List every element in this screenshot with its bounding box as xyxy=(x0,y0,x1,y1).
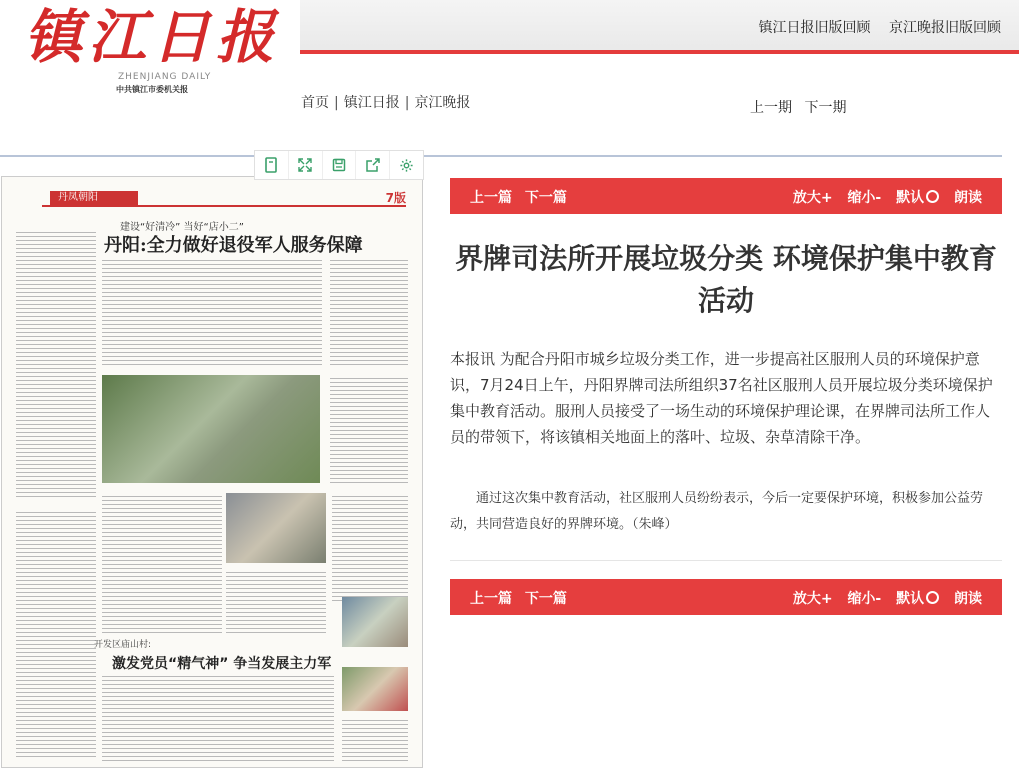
next-article-link[interactable]: 下一篇 xyxy=(524,190,567,206)
circle-icon xyxy=(926,591,939,604)
nav-zhenjiang-daily[interactable]: 镇江日报 xyxy=(343,95,400,111)
page-icon[interactable] xyxy=(255,151,289,179)
settings-icon[interactable] xyxy=(390,151,423,179)
next-issue-link[interactable]: 下一期 xyxy=(804,100,847,116)
divider xyxy=(450,560,1002,561)
article-paragraph: 通过这次集中教育活动，社区服刑人员纷纷表示，今后一定要保护环境，积极参加公益劳动，共同营造良好的界牌环境。（朱峰） xyxy=(450,491,984,532)
zoom-in-button[interactable]: 放大+ xyxy=(792,591,833,607)
zoom-out-button[interactable]: 缩小- xyxy=(847,190,882,206)
header-rule xyxy=(0,155,1002,157)
circle-icon xyxy=(926,190,939,203)
lead-kicker: 建设“好清冷” 当好“店小二” xyxy=(120,222,244,233)
article-control-bar xyxy=(450,178,1002,214)
text-block[interactable] xyxy=(342,717,408,763)
text-block[interactable] xyxy=(332,493,408,603)
nav-separator: | xyxy=(404,95,410,111)
news-photo[interactable] xyxy=(342,597,408,647)
default-size-label: 默认 xyxy=(896,591,925,607)
second-kicker: 开发区庙山村: xyxy=(94,640,152,650)
logo-text: 镇江日报 xyxy=(24,3,281,71)
text-block[interactable] xyxy=(16,509,96,759)
save-icon[interactable] xyxy=(323,151,357,179)
prev-issue-link[interactable]: 上一期 xyxy=(750,100,792,116)
main-nav xyxy=(301,92,470,112)
news-photo[interactable] xyxy=(226,493,326,563)
default-size-button[interactable] xyxy=(896,190,939,206)
page-number: 7版 xyxy=(385,191,406,205)
zoom-out-button[interactable]: 缩小- xyxy=(847,591,882,607)
logo-english: ZHENJIANG DAILY xyxy=(118,72,212,82)
period-nav xyxy=(750,97,854,117)
prev-article-link[interactable]: 上一篇 xyxy=(470,591,512,607)
text-block[interactable] xyxy=(102,673,334,763)
nav-home[interactable]: 首页 xyxy=(301,95,329,111)
zoom-in-button[interactable]: 放大+ xyxy=(792,190,833,206)
lead-title[interactable]: 丹阳:全力做好退役军人服务保障 xyxy=(104,235,363,256)
news-photo[interactable] xyxy=(342,667,408,711)
read-aloud-button[interactable]: 朗读 xyxy=(954,591,982,607)
logo[interactable] xyxy=(0,0,300,100)
default-size-label: 默认 xyxy=(896,190,925,206)
text-block[interactable] xyxy=(330,375,408,483)
article-paragraph: 本报讯 为配合丹阳市城乡垃圾分类工作，进一步提高社区服刑人员的环境保护意识，7月24日上午，丹阳界牌司法所组织37名社区服刑人员开展垃圾分类环境保护集中教育活动。服刑人员接受了一场生动的环境保护理论课，在界牌司法所工作人员的带领下，将该镇相关地面上的落叶、垃圾、杂草清除干净。 xyxy=(450,350,993,446)
old-daily-link[interactable]: 镇江日报旧版回顾 xyxy=(758,20,871,36)
page-header xyxy=(42,191,406,207)
next-article-link[interactable]: 下一篇 xyxy=(524,591,567,607)
news-photo[interactable] xyxy=(102,375,320,483)
nav-jingjiang-evening[interactable]: 京江晚报 xyxy=(414,95,471,111)
newspaper-page[interactable] xyxy=(1,176,423,768)
share-icon[interactable] xyxy=(356,151,390,179)
text-block[interactable] xyxy=(16,229,96,499)
top-links xyxy=(745,17,1001,37)
text-block[interactable] xyxy=(102,257,322,367)
text-block[interactable] xyxy=(330,257,408,367)
article-title: 界牌司法所开展垃圾分类 环境保护集中教育活动 xyxy=(455,242,997,317)
article-control-bar-bottom xyxy=(450,579,1002,615)
nav-separator: | xyxy=(334,95,339,111)
prev-article-link[interactable]: 上一篇 xyxy=(470,190,512,206)
old-evening-link[interactable]: 京江晚报旧版回顾 xyxy=(889,20,1001,36)
read-aloud-button[interactable]: 朗读 xyxy=(954,190,982,206)
text-block[interactable] xyxy=(102,493,222,633)
page-toolbar xyxy=(254,150,424,180)
logo-subtitle: 中共镇江市委机关报 xyxy=(116,85,188,94)
second-title[interactable]: 激发党员“精气神” 争当发展主力军 xyxy=(112,656,332,672)
section-tag: 丹凤朝阳 xyxy=(50,191,138,205)
default-size-button[interactable] xyxy=(896,591,939,607)
expand-icon[interactable] xyxy=(289,151,323,179)
text-block[interactable] xyxy=(226,569,326,633)
